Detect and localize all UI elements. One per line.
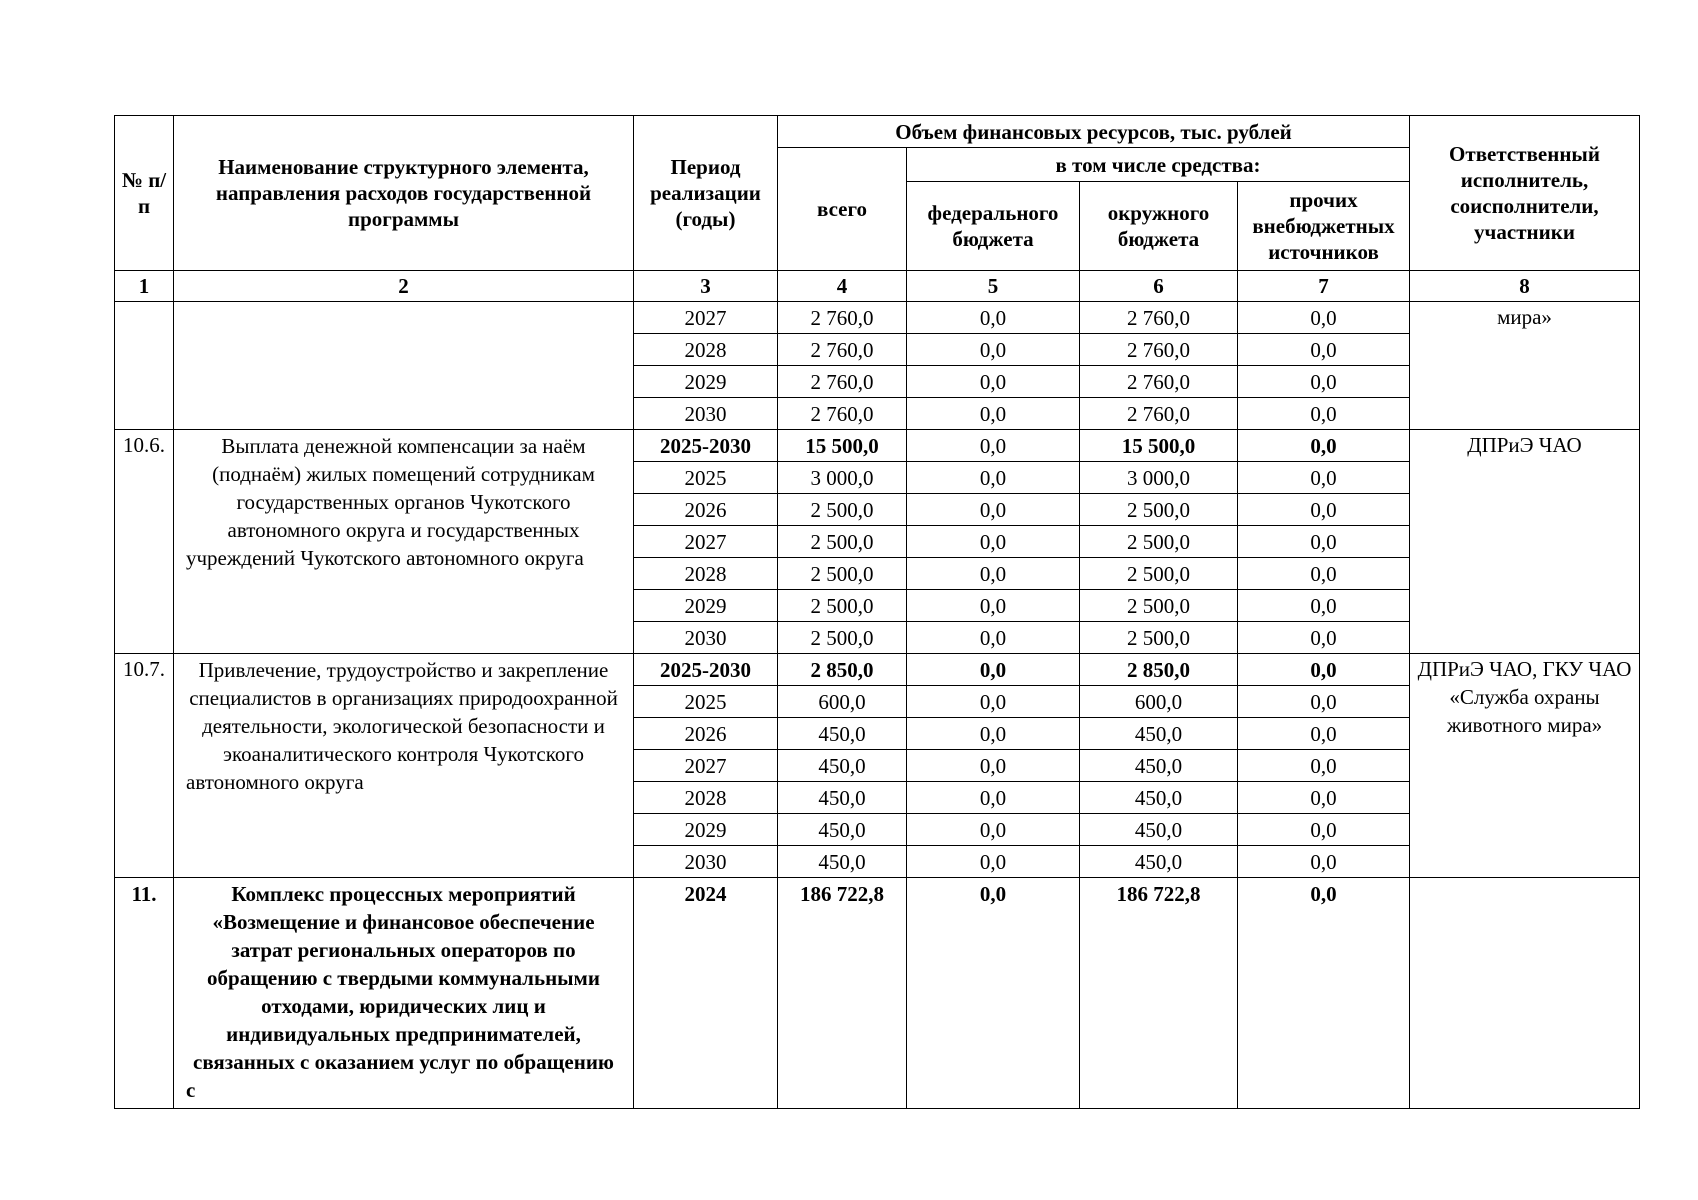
other-cell: 0,0 xyxy=(1238,366,1410,398)
federal-cell: 0,0 xyxy=(907,814,1080,846)
other-cell: 0,0 xyxy=(1238,398,1410,430)
item-number: 11. xyxy=(115,878,174,1109)
period-cell: 2027 xyxy=(634,302,778,334)
period-cell: 2025 xyxy=(634,462,778,494)
header-period: Период реализации (годы) xyxy=(634,116,778,271)
total-cell: 2 500,0 xyxy=(778,494,907,526)
column-number: 5 xyxy=(907,271,1080,302)
district-cell: 2 850,0 xyxy=(1080,654,1238,686)
federal-cell: 0,0 xyxy=(907,622,1080,654)
column-number: 7 xyxy=(1238,271,1410,302)
header-other: прочих внебюджетных источников xyxy=(1238,182,1410,271)
header-num: № п/п xyxy=(115,116,174,271)
other-cell: 0,0 xyxy=(1238,686,1410,718)
total-cell: 186 722,8 xyxy=(778,878,907,1109)
total-cell: 2 500,0 xyxy=(778,590,907,622)
federal-cell: 0,0 xyxy=(907,398,1080,430)
column-number: 6 xyxy=(1080,271,1238,302)
period-cell: 2030 xyxy=(634,846,778,878)
item-number: 10.6. xyxy=(115,430,174,654)
district-cell: 2 760,0 xyxy=(1080,398,1238,430)
table-row xyxy=(115,878,1640,1109)
period-cell: 2028 xyxy=(634,334,778,366)
other-cell: 0,0 xyxy=(1238,782,1410,814)
period-cell: 2030 xyxy=(634,622,778,654)
district-cell: 450,0 xyxy=(1080,814,1238,846)
district-cell: 450,0 xyxy=(1080,846,1238,878)
header-federal: федерального бюджета xyxy=(907,182,1080,271)
table-row xyxy=(115,430,1640,462)
header-executor: Ответственный исполнитель, соисполнители, участники xyxy=(1410,116,1640,271)
table-row xyxy=(115,654,1640,686)
column-number: 8 xyxy=(1410,271,1640,302)
total-cell: 450,0 xyxy=(778,782,907,814)
item-name: Привлечение, трудоустройство и закрепление специалистов в организациях природоохранной деятельности, экологической безопасности и экоаналитического контроля Чукотского автономного округа xyxy=(174,654,634,878)
total-cell: 450,0 xyxy=(778,750,907,782)
district-cell: 2 760,0 xyxy=(1080,302,1238,334)
district-cell: 2 760,0 xyxy=(1080,334,1238,366)
other-cell: 0,0 xyxy=(1238,558,1410,590)
district-cell: 450,0 xyxy=(1080,782,1238,814)
total-cell: 3 000,0 xyxy=(778,462,907,494)
other-cell: 0,0 xyxy=(1238,430,1410,462)
item-name: Выплата денежной компенсации за наём (поднаём) жилых помещений сотрудникам государственных органов Чукотского автономного округа и государственных учреждений Чукотского автономного округа xyxy=(174,430,634,654)
period-cell: 2025-2030 xyxy=(634,654,778,686)
total-cell: 2 850,0 xyxy=(778,654,907,686)
executor-cell: ДПРиЭ ЧАО xyxy=(1410,430,1640,654)
district-cell: 3 000,0 xyxy=(1080,462,1238,494)
federal-cell: 0,0 xyxy=(907,302,1080,334)
district-cell: 2 500,0 xyxy=(1080,494,1238,526)
federal-cell: 0,0 xyxy=(907,846,1080,878)
total-cell: 2 760,0 xyxy=(778,334,907,366)
column-number: 4 xyxy=(778,271,907,302)
other-cell: 0,0 xyxy=(1238,526,1410,558)
executor-cell xyxy=(1410,878,1640,1109)
period-cell: 2024 xyxy=(634,878,778,1109)
table-header xyxy=(115,116,1640,302)
federal-cell: 0,0 xyxy=(907,590,1080,622)
district-cell: 600,0 xyxy=(1080,686,1238,718)
header-volume-group: Объем финансовых ресурсов, тыс. рублей xyxy=(778,116,1410,148)
other-cell: 0,0 xyxy=(1238,750,1410,782)
district-cell: 2 500,0 xyxy=(1080,526,1238,558)
district-cell: 186 722,8 xyxy=(1080,878,1238,1109)
total-cell: 450,0 xyxy=(778,814,907,846)
period-cell: 2026 xyxy=(634,718,778,750)
total-cell: 450,0 xyxy=(778,718,907,750)
federal-cell: 0,0 xyxy=(907,750,1080,782)
federal-cell: 0,0 xyxy=(907,878,1080,1109)
header-district: окружного бюджета xyxy=(1080,182,1238,271)
total-cell: 2 760,0 xyxy=(778,366,907,398)
total-cell: 2 500,0 xyxy=(778,526,907,558)
other-cell: 0,0 xyxy=(1238,462,1410,494)
row-name-empty xyxy=(174,302,634,430)
other-cell: 0,0 xyxy=(1238,334,1410,366)
item-number: 10.7. xyxy=(115,654,174,878)
district-cell: 2 500,0 xyxy=(1080,590,1238,622)
total-cell: 600,0 xyxy=(778,686,907,718)
header-including-group: в том числе средства: xyxy=(907,148,1410,182)
column-number: 3 xyxy=(634,271,778,302)
period-cell: 2027 xyxy=(634,750,778,782)
header-total: всего xyxy=(778,148,907,271)
federal-cell: 0,0 xyxy=(907,526,1080,558)
federal-cell: 0,0 xyxy=(907,686,1080,718)
district-cell: 2 500,0 xyxy=(1080,558,1238,590)
other-cell: 0,0 xyxy=(1238,846,1410,878)
header-name: Наименование структурного элемента, направления расходов государственной программы xyxy=(174,116,634,271)
other-cell: 0,0 xyxy=(1238,878,1410,1109)
period-cell: 2030 xyxy=(634,398,778,430)
district-cell: 2 760,0 xyxy=(1080,366,1238,398)
column-number: 1 xyxy=(115,271,174,302)
column-number-row xyxy=(115,271,1640,302)
district-cell: 450,0 xyxy=(1080,718,1238,750)
federal-cell: 0,0 xyxy=(907,366,1080,398)
other-cell: 0,0 xyxy=(1238,590,1410,622)
total-cell: 2 760,0 xyxy=(778,398,907,430)
other-cell: 0,0 xyxy=(1238,718,1410,750)
executor-cell: ДПРиЭ ЧАО, ГКУ ЧАО «Служба охраны животного мира» xyxy=(1410,654,1640,878)
table-body xyxy=(115,302,1640,1109)
federal-cell: 0,0 xyxy=(907,654,1080,686)
period-cell: 2029 xyxy=(634,590,778,622)
federal-cell: 0,0 xyxy=(907,558,1080,590)
other-cell: 0,0 xyxy=(1238,654,1410,686)
period-cell: 2026 xyxy=(634,494,778,526)
period-cell: 2029 xyxy=(634,814,778,846)
federal-cell: 0,0 xyxy=(907,430,1080,462)
other-cell: 0,0 xyxy=(1238,814,1410,846)
financial-resources-table xyxy=(114,115,1640,1109)
table-row xyxy=(115,302,1640,334)
federal-cell: 0,0 xyxy=(907,334,1080,366)
period-cell: 2028 xyxy=(634,782,778,814)
executor-cell: мира» xyxy=(1410,302,1640,430)
period-cell: 2025 xyxy=(634,686,778,718)
district-cell: 15 500,0 xyxy=(1080,430,1238,462)
other-cell: 0,0 xyxy=(1238,494,1410,526)
period-cell: 2025-2030 xyxy=(634,430,778,462)
total-cell: 2 760,0 xyxy=(778,302,907,334)
district-cell: 450,0 xyxy=(1080,750,1238,782)
total-cell: 2 500,0 xyxy=(778,622,907,654)
total-cell: 2 500,0 xyxy=(778,558,907,590)
other-cell: 0,0 xyxy=(1238,622,1410,654)
other-cell: 0,0 xyxy=(1238,302,1410,334)
federal-cell: 0,0 xyxy=(907,494,1080,526)
total-cell: 15 500,0 xyxy=(778,430,907,462)
total-cell: 450,0 xyxy=(778,846,907,878)
period-cell: 2029 xyxy=(634,366,778,398)
federal-cell: 0,0 xyxy=(907,718,1080,750)
district-cell: 2 500,0 xyxy=(1080,622,1238,654)
federal-cell: 0,0 xyxy=(907,782,1080,814)
column-number: 2 xyxy=(174,271,634,302)
period-cell: 2028 xyxy=(634,558,778,590)
row-num-empty xyxy=(115,302,174,430)
period-cell: 2027 xyxy=(634,526,778,558)
item-name: Комплекс процессных мероприятий «Возмещение и финансовое обеспечение затрат региональных операторов по обращению с твердыми коммунальными отходами, юридических лиц и индивидуальных предпринимателей, связанных с оказанием услуг по обращению с xyxy=(174,878,634,1109)
federal-cell: 0,0 xyxy=(907,462,1080,494)
